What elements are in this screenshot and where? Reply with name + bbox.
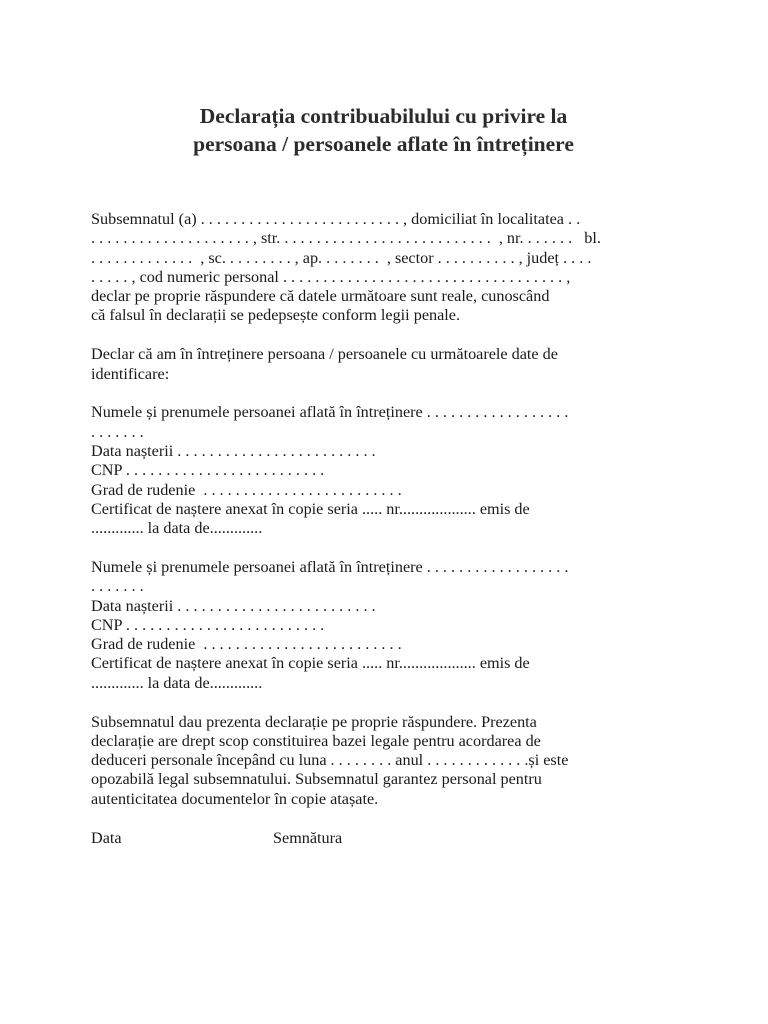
intro-line: că falsul în declarații se pedepsește conform legii penale. <box>91 306 461 325</box>
person-field-line: Grad de rudenie . . . . . . . . . . . . . . . . . . . . . . . . . <box>91 480 402 499</box>
declar-line: Declar că am în întreținere persoana / persoanele cu următoarele date de <box>91 345 558 364</box>
intro-line: . . . . . . . . . . . . . . . . . . . . , str. . . . . . . . . . . . . . . . . . . . . . . . . . . , nr. . . . . . . bl. <box>91 229 601 248</box>
person-block-2 <box>91 558 676 693</box>
person-field-line: CNP . . . . . . . . . . . . . . . . . . . . . . . . . <box>91 461 325 480</box>
closing-line: deduceri personale începând cu luna . . . . . . . . anul . . . . . . . . . . . . .și este <box>91 751 569 770</box>
intro-line: declar pe proprie răspundere că datele următoare sunt reale, cunoscând <box>91 287 550 306</box>
person-field-line: Data nașterii . . . . . . . . . . . . . . . . . . . . . . . . . <box>91 441 376 460</box>
person-block-1 <box>91 403 676 538</box>
title-line: persoana / persoanele aflate în întreținere <box>193 132 574 156</box>
signature-row <box>91 829 676 848</box>
document-title <box>91 102 676 158</box>
person-field-line: Data nașterii . . . . . . . . . . . . . . . . . . . . . . . . . <box>91 596 376 615</box>
person-field-line: . . . . . . . <box>91 577 144 596</box>
closing-paragraph <box>91 713 676 809</box>
intro-line: . . . . . , cod numeric personal . . . . . . . . . . . . . . . . . . . . . . . . . . . . . . . . . . . , <box>91 267 571 286</box>
date-label: Data <box>91 828 122 847</box>
intro-paragraph <box>91 210 676 326</box>
person-field-line: . . . . . . . <box>91 422 144 441</box>
closing-line: opozabilă legal subsemnatului. Subsemnatul garantez personal pentru <box>91 770 542 789</box>
declar-line: identificare: <box>91 364 170 383</box>
closing-line: Subsemnatul dau prezenta declarație pe proprie răspundere. Prezenta <box>91 712 537 731</box>
intro-line: . . . . . . . . . . . . . , sc. . . . . . . . . , ap. . . . . . . . , sector . . . . . . . . . . , județ . . . . <box>91 248 592 267</box>
person-field-line: ............. la data de............. <box>91 673 263 692</box>
title-line: Declarația contribuabilului cu privire la <box>199 104 568 128</box>
signature-label: Semnătura <box>273 828 343 847</box>
declar-paragraph <box>91 345 676 384</box>
person-field-line: Numele și prenumele persoanei aflată în întreținere . . . . . . . . . . . . . . . . . . <box>91 557 569 576</box>
closing-line: declarație are drept scop constituirea bazei legale pentru acordarea de <box>91 731 541 750</box>
document-body <box>91 210 676 848</box>
person-field-line: CNP . . . . . . . . . . . . . . . . . . . . . . . . . <box>91 615 325 634</box>
intro-line: Subsemnatul (a) . . . . . . . . . . . . . . . . . . . . . . . . . , domiciliat în localitatea . . <box>91 210 581 228</box>
person-field-line: Certificat de naștere anexat în copie seria ..... nr................... emis de <box>91 654 530 673</box>
person-field-line: Certificat de naștere anexat în copie seria ..... nr................... emis de <box>91 499 530 518</box>
person-field-line: ............. la data de............. <box>91 519 263 538</box>
person-field-line: Numele și prenumele persoanei aflată în întreținere . . . . . . . . . . . . . . . . . . <box>91 403 569 422</box>
closing-line: autenticitatea documentelor în copie atașate. <box>91 789 379 808</box>
person-field-line: Grad de rudenie . . . . . . . . . . . . . . . . . . . . . . . . . <box>91 635 402 654</box>
